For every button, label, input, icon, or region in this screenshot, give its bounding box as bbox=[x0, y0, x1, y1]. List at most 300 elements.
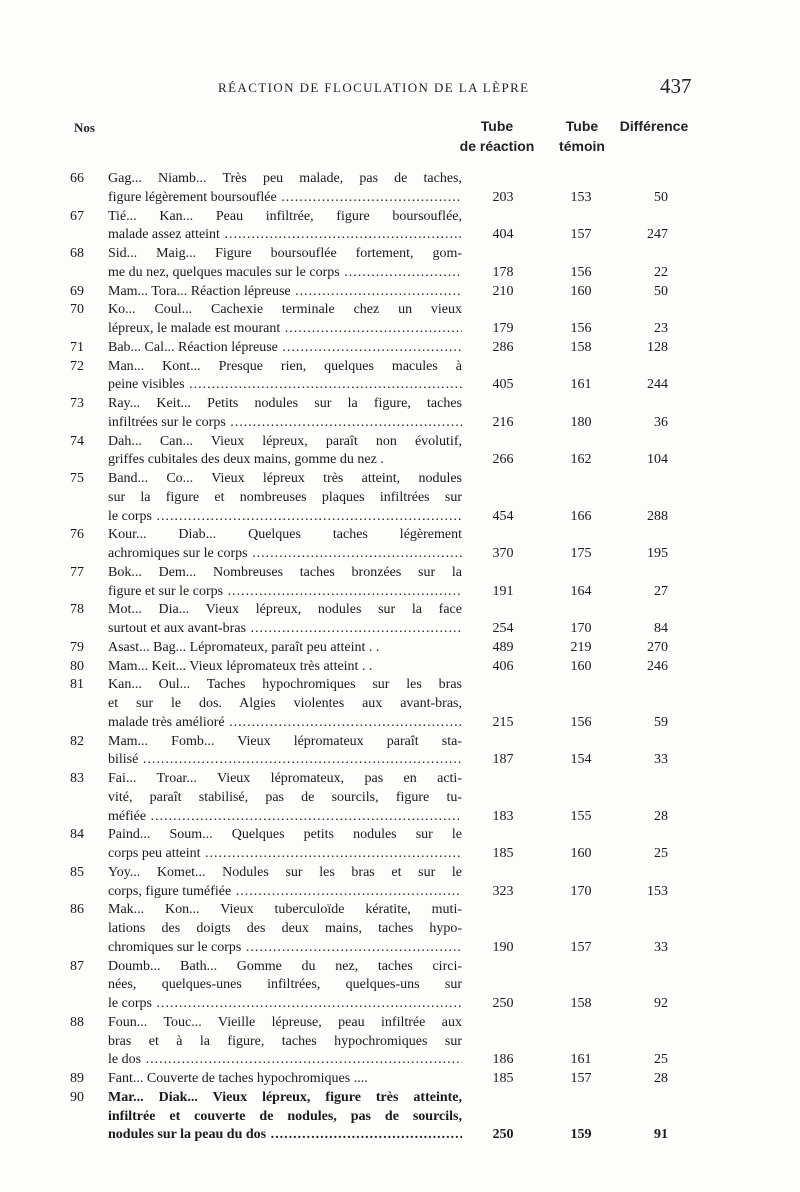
value-tube-temoin: 160 bbox=[570, 846, 592, 861]
entry-text-content: Mam... Tora... Réaction lépreuse bbox=[108, 283, 291, 299]
entry-text-content: Foun... Touc... Vieille lépreuse, peau infiltrée aux bbox=[108, 1014, 462, 1030]
entry-text-content: Kan... Oul... Taches hypochromiques sur les bras bbox=[108, 677, 462, 693]
value-difference: 33 bbox=[654, 752, 668, 768]
entry-text bbox=[108, 170, 462, 189]
dot-leader bbox=[246, 621, 462, 636]
entry-text-content: bras et à la figure, taches hypochromiques sur bbox=[108, 1033, 462, 1049]
column-header-tube-temoin-line1: Tube bbox=[565, 118, 599, 134]
value-tube-reaction: 191 bbox=[492, 583, 514, 599]
table-row bbox=[0, 470, 800, 526]
entry-line bbox=[0, 733, 800, 752]
value-difference: 22 bbox=[654, 264, 668, 280]
table-row bbox=[0, 601, 800, 639]
entry-text-content: Paind... Soum... Quelques petits nodules sur le bbox=[108, 827, 462, 843]
value-difference: 59 bbox=[654, 714, 668, 730]
value-tube-temoin: 180 bbox=[570, 414, 592, 430]
entry-text-content: Fant... Couverte de taches hypochromiques .... bbox=[108, 1071, 368, 1086]
value-difference: 84 bbox=[654, 621, 668, 636]
entry-text-content: Band... Co... Vieux lépreux très atteint, nodules bbox=[108, 471, 462, 486]
value-tube-temoin: 161 bbox=[570, 1052, 592, 1068]
entry-text-content: lépreux, le malade est mourant bbox=[108, 321, 281, 336]
value-tube-temoin: 156 bbox=[570, 264, 592, 280]
entry-line bbox=[0, 995, 800, 1014]
value-tube-temoin: 219 bbox=[570, 639, 592, 655]
entry-text bbox=[108, 826, 462, 845]
value-tube-temoin: 162 bbox=[570, 452, 592, 468]
entry-text bbox=[108, 901, 462, 920]
entry-line bbox=[0, 376, 800, 395]
value-difference: 270 bbox=[647, 639, 668, 655]
value-tube-temoin: 156 bbox=[570, 321, 592, 336]
table-row bbox=[0, 864, 800, 902]
entry-number: 83 bbox=[70, 771, 84, 786]
entry-text-content: infiltrées sur le corps bbox=[108, 414, 226, 430]
table-row bbox=[0, 564, 800, 602]
table-row bbox=[0, 676, 800, 732]
entry-text bbox=[108, 226, 462, 245]
entry-text-content: Mak... Kon... Vieux tuberculoïde kératite, muti- bbox=[108, 902, 462, 918]
entry-text-content: Ray... Keit... Petits nodules sur la figure, taches bbox=[108, 396, 462, 411]
entry-line bbox=[0, 920, 800, 939]
entry-text-content: Kour... Diab... Quelques taches légèrement bbox=[108, 527, 462, 543]
value-tube-reaction: 185 bbox=[492, 1071, 514, 1086]
entry-line bbox=[0, 395, 800, 414]
dot-leader bbox=[152, 996, 462, 1011]
entry-text bbox=[108, 358, 462, 377]
value-difference: 247 bbox=[647, 227, 668, 243]
entry-line bbox=[0, 695, 800, 714]
entry-text bbox=[108, 583, 462, 602]
entry-line bbox=[0, 958, 800, 977]
entry-text bbox=[108, 264, 462, 283]
entry-line bbox=[0, 208, 800, 227]
dot-leader bbox=[223, 584, 462, 599]
entry-text bbox=[108, 376, 462, 395]
value-tube-reaction: 185 bbox=[492, 846, 514, 861]
entry-text-content: Dah... Can... Vieux lépreux, paraît non évolutif, bbox=[108, 433, 462, 449]
dot-leader bbox=[201, 846, 462, 861]
entry-text bbox=[108, 245, 462, 264]
value-tube-reaction: 179 bbox=[492, 321, 514, 336]
entry-text-content: surtout et aux avant-bras bbox=[108, 621, 247, 636]
entry-line bbox=[0, 433, 800, 452]
entry-text bbox=[108, 1089, 462, 1108]
entry-line bbox=[0, 1070, 800, 1089]
table-row bbox=[0, 245, 800, 283]
entry-text bbox=[108, 676, 462, 695]
entry-line bbox=[0, 264, 800, 283]
entry-text-content: infiltrée et couverte de nodules, pas de sourcils, bbox=[108, 1108, 462, 1124]
table-row bbox=[0, 170, 800, 208]
entry-number: 67 bbox=[70, 208, 84, 224]
entry-number: 87 bbox=[70, 958, 84, 974]
entry-line bbox=[0, 883, 800, 902]
entry-text-content: sur la figure et nombreuses plaques infiltrées sur bbox=[108, 489, 462, 505]
entry-text bbox=[108, 208, 462, 227]
value-tube-temoin: 166 bbox=[570, 508, 592, 524]
entry-line bbox=[0, 470, 800, 489]
value-tube-reaction: 186 bbox=[492, 1052, 514, 1068]
entry-line bbox=[0, 939, 800, 958]
dot-leader bbox=[146, 809, 462, 824]
entry-number: 82 bbox=[70, 733, 84, 749]
column-header-tube-reaction-line1: Tube bbox=[480, 118, 514, 134]
entry-text-content: Mam... Keit... Vieux lépromateux très atteint . . bbox=[108, 658, 373, 674]
value-tube-reaction: 203 bbox=[492, 189, 514, 205]
value-difference: 92 bbox=[654, 996, 668, 1011]
column-header-no: Nos bbox=[74, 120, 95, 135]
entry-text bbox=[108, 976, 462, 995]
entry-line bbox=[0, 1051, 800, 1070]
value-difference: 50 bbox=[654, 283, 668, 299]
entry-text bbox=[108, 451, 462, 470]
entry-text-content: chromiques sur le corps bbox=[108, 939, 242, 955]
entry-text bbox=[108, 470, 462, 489]
column-header-tube-temoin bbox=[556, 116, 608, 156]
value-tube-temoin: 170 bbox=[570, 883, 592, 899]
entry-number: 84 bbox=[70, 827, 84, 843]
entry-text-content: Ko... Coul... Cachexie terminale chez un vieux bbox=[108, 302, 462, 318]
table-row bbox=[0, 1089, 800, 1145]
value-tube-reaction: 323 bbox=[492, 883, 514, 899]
entry-line bbox=[0, 301, 800, 320]
entry-text bbox=[108, 770, 462, 789]
entry-text bbox=[108, 639, 462, 658]
entry-text-content: le corps bbox=[108, 996, 152, 1011]
value-tube-temoin: 158 bbox=[570, 339, 592, 355]
dot-leader bbox=[291, 284, 462, 299]
entry-line bbox=[0, 770, 800, 789]
table-row bbox=[0, 339, 800, 358]
entry-line bbox=[0, 714, 800, 733]
entry-text bbox=[108, 939, 462, 958]
value-tube-reaction: 489 bbox=[492, 639, 514, 655]
dot-leader bbox=[220, 227, 462, 242]
dot-leader bbox=[266, 1127, 462, 1142]
entry-text-content: vité, paraît stabilisé, pas de sourcils, figure tu- bbox=[108, 789, 462, 805]
value-tube-reaction: 190 bbox=[492, 939, 514, 955]
entry-text bbox=[108, 526, 462, 545]
entry-text bbox=[108, 545, 462, 564]
value-difference: 244 bbox=[647, 377, 668, 393]
value-tube-temoin: 160 bbox=[570, 658, 592, 674]
column-header-tube-reaction-line2: de réaction bbox=[459, 138, 535, 154]
entry-text-content: nodules sur la peau du dos bbox=[108, 1127, 267, 1143]
entry-text-content: me du nez, quelques macules sur le corps bbox=[108, 264, 340, 280]
entry-number: 81 bbox=[70, 677, 84, 693]
entry-text bbox=[108, 789, 462, 808]
entry-text bbox=[108, 414, 462, 433]
table-row bbox=[0, 639, 800, 658]
entry-text-content: Yoy... Komet... Nodules sur les bras et sur le bbox=[108, 864, 462, 880]
entry-text bbox=[108, 695, 462, 714]
value-tube-temoin: 155 bbox=[570, 808, 592, 824]
value-tube-reaction: 370 bbox=[492, 546, 514, 561]
entry-line bbox=[0, 526, 800, 545]
value-tube-temoin: 161 bbox=[570, 377, 592, 393]
dot-leader bbox=[241, 940, 462, 955]
value-difference: 195 bbox=[647, 546, 668, 561]
entry-number: 66 bbox=[70, 171, 84, 186]
value-tube-temoin: 175 bbox=[570, 546, 592, 561]
table-row bbox=[0, 770, 800, 826]
entry-text bbox=[108, 808, 462, 827]
value-tube-temoin: 160 bbox=[570, 283, 592, 299]
value-tube-temoin: 153 bbox=[570, 189, 592, 205]
entry-line bbox=[0, 489, 800, 508]
entry-number: 86 bbox=[70, 902, 84, 918]
entry-text-content: le dos bbox=[108, 1052, 142, 1068]
entry-line bbox=[0, 808, 800, 827]
value-difference: 128 bbox=[647, 339, 668, 355]
entry-line bbox=[0, 320, 800, 339]
value-tube-temoin: 164 bbox=[570, 583, 592, 599]
entry-number: 76 bbox=[70, 527, 84, 543]
entry-text bbox=[108, 958, 462, 977]
table-row bbox=[0, 433, 800, 471]
entry-text bbox=[108, 433, 462, 452]
value-tube-temoin: 158 bbox=[570, 996, 592, 1011]
entry-line bbox=[0, 751, 800, 770]
entry-text bbox=[108, 283, 462, 302]
entry-text-content: Bok... Dem... Nombreuses taches bronzées sur la bbox=[108, 564, 462, 580]
entry-text-content: Fai... Troar... Vieux lépromateux, pas en acti- bbox=[108, 771, 462, 786]
entry-number: 70 bbox=[70, 302, 84, 318]
entry-text-content: malade assez atteint bbox=[108, 227, 220, 243]
entry-number: 77 bbox=[70, 564, 84, 580]
entry-line bbox=[0, 283, 800, 302]
entry-line bbox=[0, 826, 800, 845]
value-difference: 246 bbox=[647, 658, 668, 674]
entry-line bbox=[0, 658, 800, 677]
entry-text-content: Mot... Dia... Vieux lépreux, nodules sur la face bbox=[108, 602, 462, 618]
entry-line bbox=[0, 1089, 800, 1108]
entry-number: 74 bbox=[70, 433, 84, 449]
value-difference: 153 bbox=[647, 883, 668, 899]
table-row bbox=[0, 301, 800, 339]
value-tube-reaction: 215 bbox=[492, 714, 514, 730]
value-tube-reaction: 266 bbox=[492, 452, 514, 468]
dot-leader bbox=[225, 715, 462, 730]
value-difference: 91 bbox=[654, 1127, 668, 1143]
entry-text-content: bilisé bbox=[108, 752, 139, 768]
entry-text-content: Doumb... Bath... Gomme du nez, taches circi- bbox=[108, 958, 462, 974]
value-difference: 33 bbox=[654, 939, 668, 955]
entry-text bbox=[108, 339, 462, 358]
entry-text bbox=[108, 395, 462, 414]
value-difference: 25 bbox=[654, 846, 668, 861]
entry-number: 72 bbox=[70, 358, 84, 374]
entry-line bbox=[0, 189, 800, 208]
value-tube-reaction: 178 bbox=[492, 264, 514, 280]
entry-text bbox=[108, 714, 462, 733]
entry-text-content: lations des doigts des deux mains, taches hypo- bbox=[108, 921, 462, 936]
entry-text bbox=[108, 508, 462, 527]
entry-line bbox=[0, 601, 800, 620]
value-difference: 104 bbox=[647, 452, 668, 468]
entry-line bbox=[0, 901, 800, 920]
dot-leader bbox=[226, 415, 462, 430]
value-tube-reaction: 406 bbox=[492, 658, 514, 674]
entry-number: 68 bbox=[70, 246, 84, 261]
value-difference: 36 bbox=[654, 414, 668, 430]
value-difference: 23 bbox=[654, 321, 668, 336]
dot-leader bbox=[152, 509, 462, 524]
table-row bbox=[0, 358, 800, 396]
dot-leader bbox=[340, 265, 462, 280]
entry-line bbox=[0, 620, 800, 639]
page-number: 437 bbox=[660, 74, 692, 98]
entry-text bbox=[108, 601, 462, 620]
value-tube-temoin: 157 bbox=[570, 1071, 592, 1086]
table-row bbox=[0, 1070, 800, 1089]
value-tube-temoin: 154 bbox=[570, 752, 592, 768]
entry-line bbox=[0, 245, 800, 264]
entry-text-content: achromiques sur le corps bbox=[108, 546, 248, 561]
entry-text bbox=[108, 301, 462, 320]
entry-text bbox=[108, 883, 462, 902]
entry-number: 79 bbox=[70, 639, 84, 655]
entry-text-content: griffes cubitales des deux mains, gomme du nez . bbox=[108, 452, 384, 468]
entry-line bbox=[0, 639, 800, 658]
entry-line bbox=[0, 339, 800, 358]
dot-leader bbox=[278, 340, 462, 355]
value-tube-reaction: 250 bbox=[492, 1127, 514, 1143]
value-tube-reaction: 454 bbox=[492, 508, 514, 524]
table-row bbox=[0, 395, 800, 433]
value-tube-reaction: 405 bbox=[492, 377, 514, 393]
column-header-tube-reaction bbox=[452, 116, 542, 156]
value-tube-temoin: 157 bbox=[570, 939, 592, 955]
entry-text-content: Mam... Fomb... Vieux lépromateux paraît sta- bbox=[108, 733, 462, 749]
table-row bbox=[0, 658, 800, 677]
value-tube-reaction: 286 bbox=[492, 339, 514, 355]
entry-text bbox=[108, 620, 462, 639]
entry-line bbox=[0, 545, 800, 564]
entry-text-content: peine visibles bbox=[108, 377, 185, 393]
entry-text bbox=[108, 320, 462, 339]
value-tube-temoin: 159 bbox=[570, 1127, 592, 1143]
value-tube-reaction: 254 bbox=[492, 621, 514, 636]
table-row bbox=[0, 826, 800, 864]
entry-text bbox=[108, 920, 462, 939]
entry-text-content: figure et sur le corps bbox=[108, 583, 224, 599]
entry-line bbox=[0, 451, 800, 470]
entry-line bbox=[0, 508, 800, 527]
entry-text-content: corps peu atteint bbox=[108, 846, 201, 861]
entry-line bbox=[0, 583, 800, 602]
running-title: RÉACTION DE FLOCULATION DE LA LÈPRE bbox=[218, 80, 530, 95]
entry-number: 75 bbox=[70, 471, 84, 486]
entry-text-content: Tié... Kan... Peau infiltrée, figure boursouflée, bbox=[108, 208, 462, 224]
value-tube-reaction: 404 bbox=[492, 227, 514, 243]
value-tube-reaction: 183 bbox=[492, 808, 514, 824]
table-row bbox=[0, 1014, 800, 1070]
entry-text bbox=[108, 751, 462, 770]
entry-text-content: Bab... Cal... Réaction lépreuse bbox=[108, 339, 278, 355]
dot-leader bbox=[248, 546, 462, 561]
table-row bbox=[0, 733, 800, 771]
value-difference: 28 bbox=[654, 808, 668, 824]
entry-text bbox=[108, 1126, 462, 1145]
entry-number: 78 bbox=[70, 602, 84, 618]
value-tube-reaction: 250 bbox=[492, 996, 514, 1011]
table-row bbox=[0, 283, 800, 302]
entry-text-content: corps, figure tuméfiée bbox=[108, 883, 232, 899]
value-tube-temoin: 156 bbox=[570, 714, 592, 730]
value-tube-temoin: 157 bbox=[570, 227, 592, 243]
entry-line bbox=[0, 676, 800, 695]
entry-text-content: malade très amélioré bbox=[108, 714, 225, 730]
entry-text bbox=[108, 1033, 462, 1052]
dot-leader bbox=[231, 884, 462, 899]
value-tube-temoin: 170 bbox=[570, 621, 592, 636]
value-tube-reaction: 210 bbox=[492, 283, 514, 299]
entry-text bbox=[108, 864, 462, 883]
entry-number: 88 bbox=[70, 1014, 84, 1030]
entry-line bbox=[0, 864, 800, 883]
entry-text bbox=[108, 489, 462, 508]
entry-text-content: et sur le dos. Algies violentes aux avant-bras, bbox=[108, 696, 462, 711]
entry-text-content: nées, quelques-unes infiltrées, quelques-uns sur bbox=[108, 977, 462, 993]
entry-number: 73 bbox=[70, 396, 84, 411]
entry-text-content: figure légèrement boursouflée bbox=[108, 189, 277, 205]
table-row bbox=[0, 526, 800, 564]
entry-line bbox=[0, 845, 800, 864]
dot-leader bbox=[277, 190, 462, 205]
entry-line bbox=[0, 1014, 800, 1033]
entry-text bbox=[108, 733, 462, 752]
entry-line bbox=[0, 170, 800, 189]
entry-number: 85 bbox=[70, 864, 84, 880]
entry-text-content: Gag... Niamb... Très peu malade, pas de taches, bbox=[108, 171, 462, 186]
entry-text bbox=[108, 1108, 462, 1127]
dot-leader bbox=[185, 377, 462, 392]
running-header bbox=[0, 74, 800, 100]
value-difference: 28 bbox=[654, 1071, 668, 1086]
dot-leader bbox=[280, 321, 462, 336]
dot-leader bbox=[138, 752, 462, 767]
value-difference: 27 bbox=[654, 583, 668, 599]
entries-table bbox=[0, 170, 800, 1145]
entry-text-content: Man... Kont... Presque rien, quelques macules à bbox=[108, 358, 462, 374]
value-difference: 50 bbox=[654, 189, 668, 205]
entry-line bbox=[0, 789, 800, 808]
dot-leader bbox=[141, 1052, 462, 1067]
entry-text bbox=[108, 1051, 462, 1070]
value-tube-reaction: 187 bbox=[492, 752, 514, 768]
entry-number: 69 bbox=[70, 283, 84, 299]
entry-text-content: Mar... Diak... Vieux lépreux, figure très atteinte, bbox=[108, 1089, 462, 1105]
value-difference: 25 bbox=[654, 1052, 668, 1068]
entry-number: 89 bbox=[70, 1071, 84, 1086]
value-difference: 288 bbox=[647, 508, 668, 524]
entry-number: 71 bbox=[70, 339, 84, 355]
entry-text bbox=[108, 1070, 462, 1089]
entry-line bbox=[0, 358, 800, 377]
entry-line bbox=[0, 226, 800, 245]
entry-line bbox=[0, 976, 800, 995]
entry-text-content: Sid... Maig... Figure boursouflée fortement, gom- bbox=[108, 246, 462, 261]
entry-text bbox=[108, 995, 462, 1014]
entry-line bbox=[0, 564, 800, 583]
value-tube-reaction: 216 bbox=[492, 414, 514, 430]
entry-line bbox=[0, 414, 800, 433]
entry-text bbox=[108, 189, 462, 208]
entry-text bbox=[108, 564, 462, 583]
entry-number: 80 bbox=[70, 658, 84, 674]
column-header-tube-temoin-line2: témoin bbox=[559, 138, 605, 154]
